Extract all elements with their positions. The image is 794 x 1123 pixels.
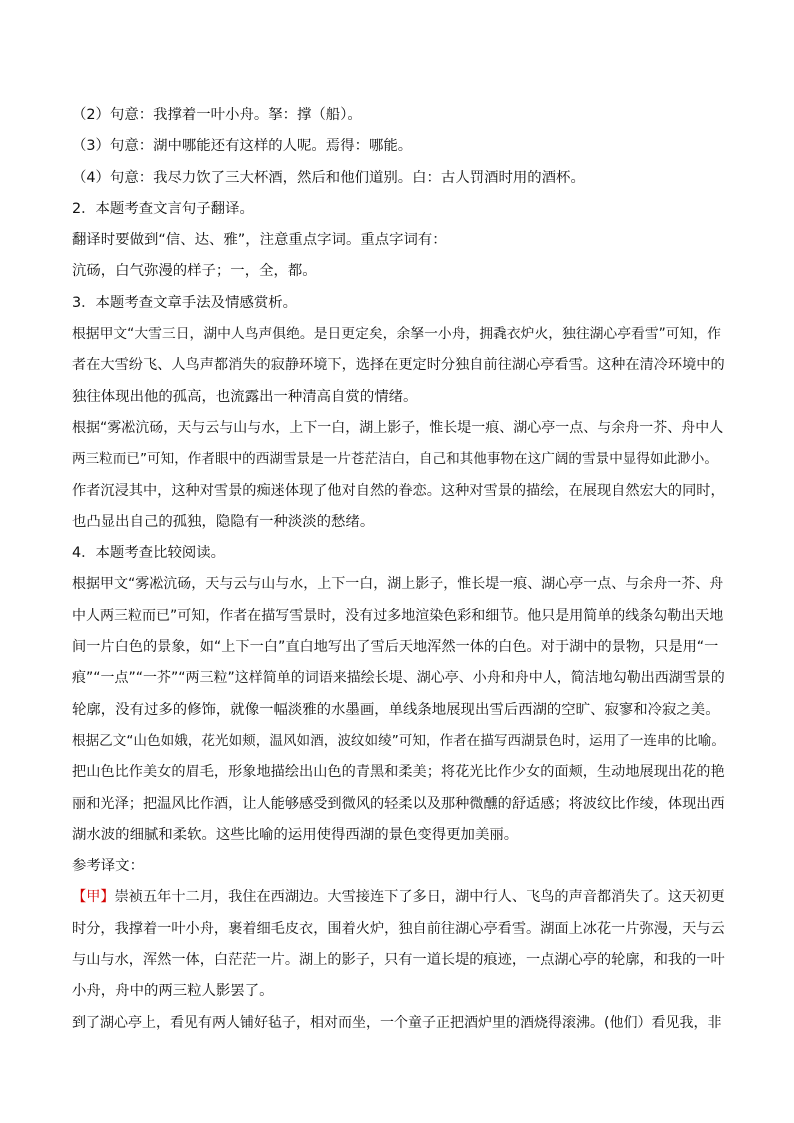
question-3-para2-line2: 两三粒而已”可知，作者眼中的西湖雪景是一片苍茫洁白，自己和其他事物在这广阔的雪景中显得如此渺小。 <box>72 451 718 468</box>
translation-jia-line5: 到了湖心亭上，看见有两人铺好毡子，相对而坐，一个童子正把酒炉里的酒烧得滚沸。(他们）看见我，非 <box>72 1014 722 1031</box>
question-4-para1-line4: 痕”“一点”“一芥”“两三粒”这样简单的词语来描绘长堤、湖心亭、小舟和舟中人，简洁地勾勒出西湖雪景的 <box>72 670 725 687</box>
question-2-heading: 2．本题考查文言句子翻译。 <box>72 200 254 217</box>
question-4-para2-line2: 把山色比作美女的眉毛，形象地描绘出山色的青黑和柔美；将花光比作少女的面颊，生动地展现出花的艳 <box>72 764 725 781</box>
document-body <box>72 100 727 1039</box>
question-4-heading: 4．本题考查比较阅读。 <box>72 545 226 562</box>
question-4-para1-line5: 轮廓，没有过多的修饰，就像一幅淡雅的水墨画，单线条地展现出雪后西湖的空旷、寂寥和冷寂之美。 <box>72 701 720 718</box>
question-3-para1-line3: 独往体现出他的孤高，也流露出一种清高自赏的情绪。 <box>72 388 418 405</box>
question-4-para2-line4: 湖水波的细腻和柔软。这些比喻的运用使得西湖的景色变得更加美丽。 <box>72 826 519 843</box>
sentence-meaning-2: （2）句意：我撑着一叶小舟。拏：撑（船）。 <box>72 107 362 123</box>
question-3-para2-line4: 也凸显出自己的孤独，隐隐有一种淡淡的愁绪。 <box>72 513 375 530</box>
translation-jia-line4: 小舟，舟中的两三粒人影罢了。 <box>72 983 274 1000</box>
question-4-para1-line3: 间一片白色的景象，如“上下一白”直白地写出了雪后天地浑然一体的白色。对于湖中的景物，只是用“一 <box>72 639 719 656</box>
question-3-para1-line1: 根据甲文“大雪三日，湖中人鸟声俱绝。是日更定矣，余拏一小舟，拥毳衣炉火，独往湖心亭看雪”可知，作 <box>72 326 721 343</box>
translation-jia-line2: 时分，我撑着一叶小舟，裹着细毛皮衣，围着火炉，独自前往湖心亭看雪。湖面上冰花一片弥漫，天与云 <box>72 920 725 937</box>
question-4-para1-line1: 根据甲文“雾凇沆砀，天与云与山与水，上下一白，湖上影子，惟长堤一痕、湖心亭一点、与余舟一芥、舟 <box>72 576 724 593</box>
question-4-para2-line1: 根据乙文“山色如娥，花光如颊，温风如酒，波纹如绫”可知，作者在描写西湖景色时，运用了一连串的比喻。 <box>72 732 725 749</box>
translation-jia-line3: 与山与水，浑然一体，白茫茫一片。湖上的影子，只有一道长堤的痕迹，一点湖心亭的轮廓，和我的一叶 <box>72 952 725 969</box>
question-4-para2-line3: 丽和光泽；把温风比作酒，让人能够感受到微风的轻柔以及那种微醺的舒适感；将波纹比作绫，体现出西 <box>72 795 725 812</box>
translation-jia-text1: 崇祯五年十二月，我住在西湖边。大雪接连下了多日，湖中行人、飞鸟的声音都消失了。这天初更 <box>114 889 725 906</box>
question-3-para2-line3: 作者沉浸其中，这种对雪景的痴迷体现了他对自然的眷恋。这种对雪景的描绘，在展现自然宏大的同时， <box>72 482 725 499</box>
question-3-heading: 3．本题考查文章手法及情感赏析。 <box>72 294 298 311</box>
question-2-line: 翻译时要做到“信、达、雅”，注意重点字词。重点字词有： <box>72 232 447 249</box>
question-3-para1-line2: 者在大雪纷飞、人鸟声都消失的寂静环境下，选择在更定时分独自前往湖心亭看雪。这种在清冷环境中的 <box>72 357 725 374</box>
question-2-keywords: 沆砀，白气弥漫的样子；一，全，都。 <box>72 263 317 280</box>
reference-translation-heading: 参考译文： <box>72 858 144 875</box>
question-4-para1-line2: 中人两三粒而已”可知，作者在描写雪景时，没有过多地渲染色彩和细节。他只是用简单的线条勾勒出天地 <box>72 607 724 624</box>
jia-tag: 【甲】 <box>72 889 115 906</box>
sentence-meaning-3: （3）句意：湖中哪能还有这样的人呢。焉得：哪能。 <box>72 138 413 155</box>
translation-jia-line1 <box>72 882 727 913</box>
sentence-meaning-4: （4）句意：我尽力饮了三大杯酒，然后和他们道别。白：古人罚酒时用的酒杯。 <box>72 169 585 186</box>
question-3-para2-line1: 根据“雾凇沆砀，天与云与山与水，上下一白，湖上影子，惟长堤一痕、湖心亭一点、与余舟一芥、舟中人 <box>72 419 724 436</box>
